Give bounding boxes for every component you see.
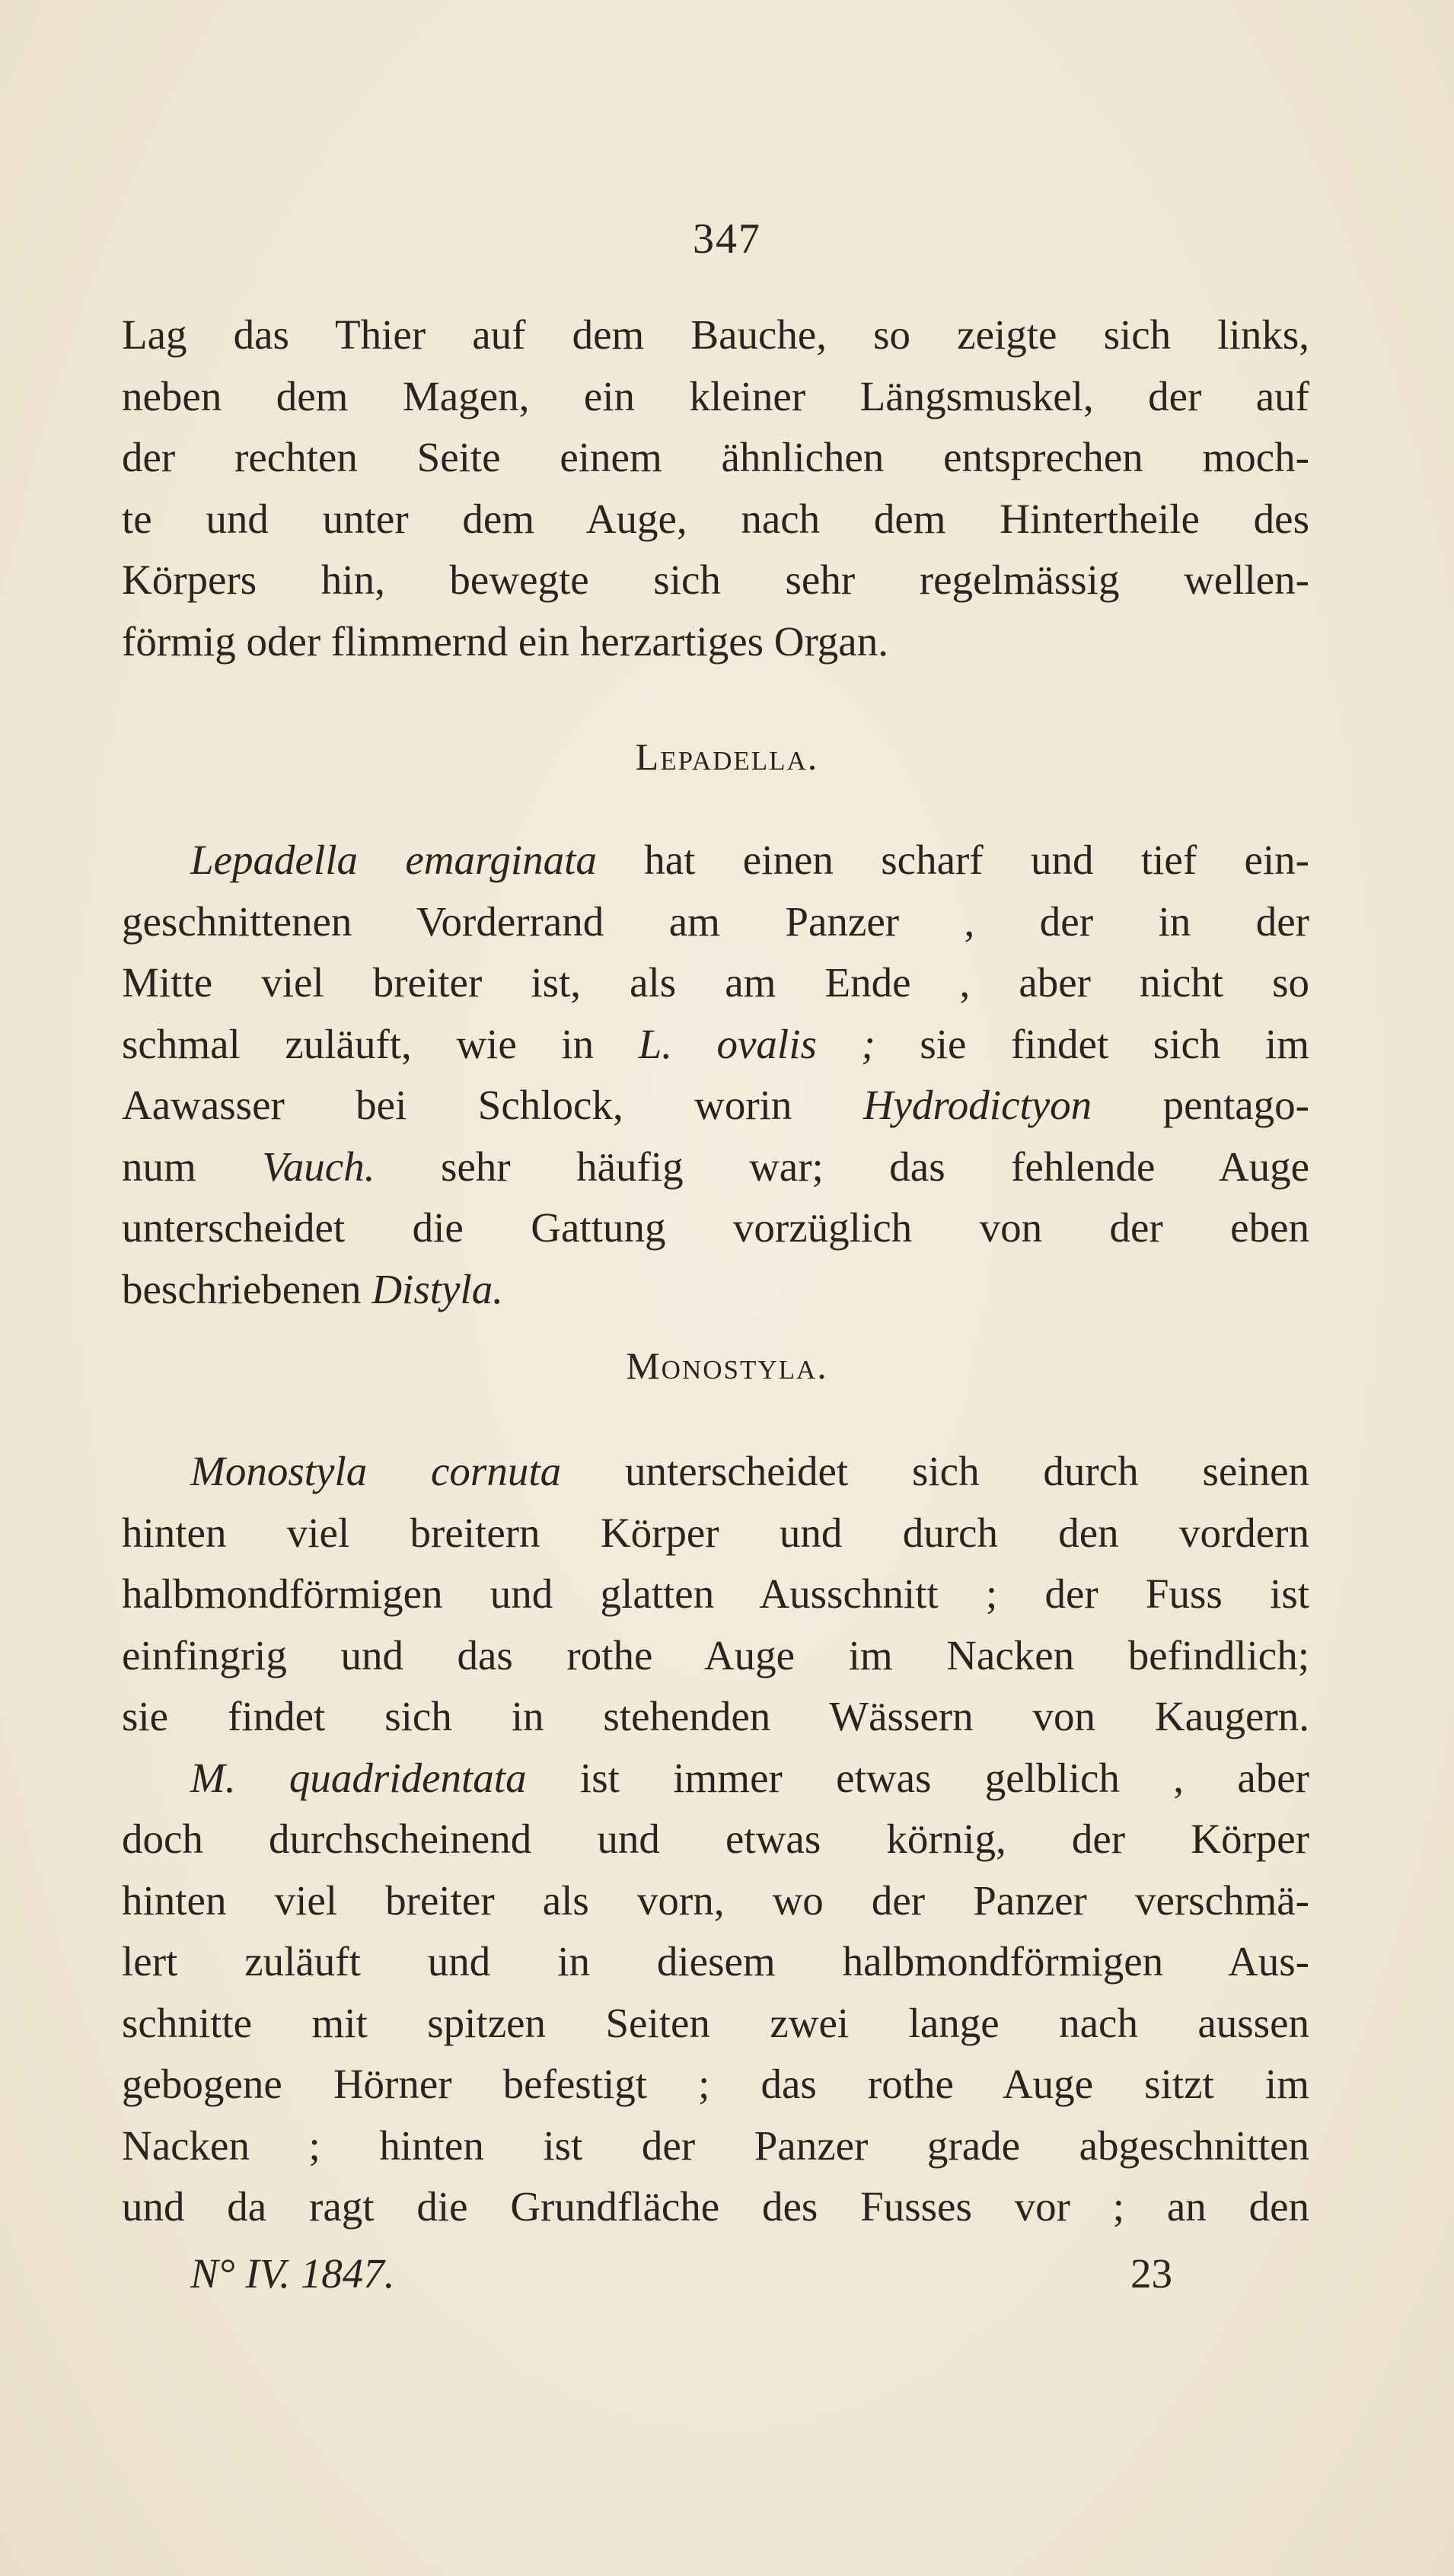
footer-sheet-number: 23 [1130,2250,1172,2297]
line-text: beschriebenen [122,1265,372,1312]
text-line [122,1625,1309,1687]
line-text: Aawasser bei Schlock, worin [122,1082,863,1128]
italic-text: Vauch. [262,1143,375,1190]
line-text: te und unter dem Auge, nach dem Hintertheile des [122,495,1309,542]
line-text: lert zuläuft und in diesem halbmondförmigen Aus- [122,1938,1309,1985]
text-line [122,1137,1309,1198]
text-line [122,1686,1309,1748]
line-text: förmig oder flimmernd ein herzartiges Organ. [122,617,888,665]
line-text: neben dem Magen, ein kleiner Längsmuskel, der auf [122,372,1309,419]
page-footer [190,2249,1172,2297]
italic-text: Hydrodictyon [863,1082,1092,1128]
italic-text: L. ovalis ; [638,1020,875,1067]
line-text: gebogene Hörner befestigt ; das rothe Auge sitzt im [122,2061,1309,2107]
text-line [122,830,1309,891]
line-text: doch durchscheinend und etwas körnig, der Körper [122,1816,1309,1862]
line-text: sie findet sich in stehenden Wässern von Kaugern. [122,1693,1309,1739]
text-line [122,1075,1309,1137]
line-text: einfingrig und das rothe Auge im Nacken befindlich; [122,1631,1309,1679]
text-line [122,1014,1309,1076]
line-text: sie findet sich im [875,1020,1310,1067]
line-text: Körpers hin, bewegte sich sehr regelmässig wellen- [122,556,1309,603]
text-line [122,1993,1309,2055]
text-line [122,1809,1309,1870]
italic-text: Lepadella emarginata [190,837,597,883]
line-text: pentago- [1092,1082,1309,1128]
text-line [122,1259,1309,1321]
text-line [122,611,1309,673]
text-line [122,1503,1309,1564]
text-line [122,2115,1309,2177]
text-line [122,366,1309,428]
line-text: Lag das Thier auf dem Bauche, so zeigte sich links, [122,311,1309,358]
italic-text: Monostyla cornuta [190,1448,562,1494]
text-line [122,1870,1309,1932]
text-line [122,2054,1309,2115]
text-line [122,550,1309,611]
line-text: unterscheidet die Gattung vorzüglich von der eben [122,1204,1309,1251]
line-text: sehr häufig war; das fehlende Auge [375,1143,1310,1190]
line-text: schnitte mit spitzen Seiten zwei lange nach aussen [122,1999,1309,2046]
line-text: hinten viel breiter als vorn, wo der Panzer verschmä- [122,1876,1309,1924]
text-line [122,952,1309,1014]
line-text: hat einen scharf und tief ein- [596,837,1309,883]
line-text: unterscheidet sich durch seinen [561,1448,1309,1494]
line-text: Nacken ; hinten ist der Panzer grade abgeschnitten [122,2122,1309,2169]
text-line [122,1441,1309,1503]
text-line [122,891,1309,953]
line-text: num [122,1143,263,1190]
paragraph-3 [122,1441,1309,2238]
footer-signature: N° IV. 1847. [190,2250,395,2297]
line-text: schmal zuläuft, wie in [122,1020,639,1067]
text-line [122,1197,1309,1259]
line-text: hinten viel breitern Körper und durch den vordern [122,1509,1309,1556]
text-line [122,489,1309,550]
line-text: Mitte viel breiter ist, als am Ende , aber nicht so [122,959,1309,1006]
italic-text: M. quadridentata [190,1754,527,1801]
line-text: halbmondförmigen und glatten Ausschnitt ; der Fuss ist [122,1570,1309,1617]
line-text: und da ragt die Grundfläche des Fusses vor ; an den [122,2183,1309,2230]
text-line [122,427,1309,489]
text-line [122,304,1309,366]
text-line [122,2176,1309,2238]
text-line [122,1931,1309,1993]
line-text: ist immer etwas gelblich , aber [526,1754,1309,1801]
heading-lepadella: Lepadella. [635,735,819,778]
line-text: der rechten Seite einem ähnlichen entsprechen moch- [122,434,1309,480]
text-line [122,1748,1309,1809]
page-number: 347 [693,215,761,263]
text-line [122,1564,1309,1625]
line-text: geschnittenen Vorderrand am Panzer , der in der [122,897,1309,945]
italic-text: Distyla. [371,1265,503,1312]
paragraph-1 [122,304,1309,672]
heading-monostyla: Monostyla. [626,1344,828,1387]
paragraph-2 [122,830,1309,1320]
